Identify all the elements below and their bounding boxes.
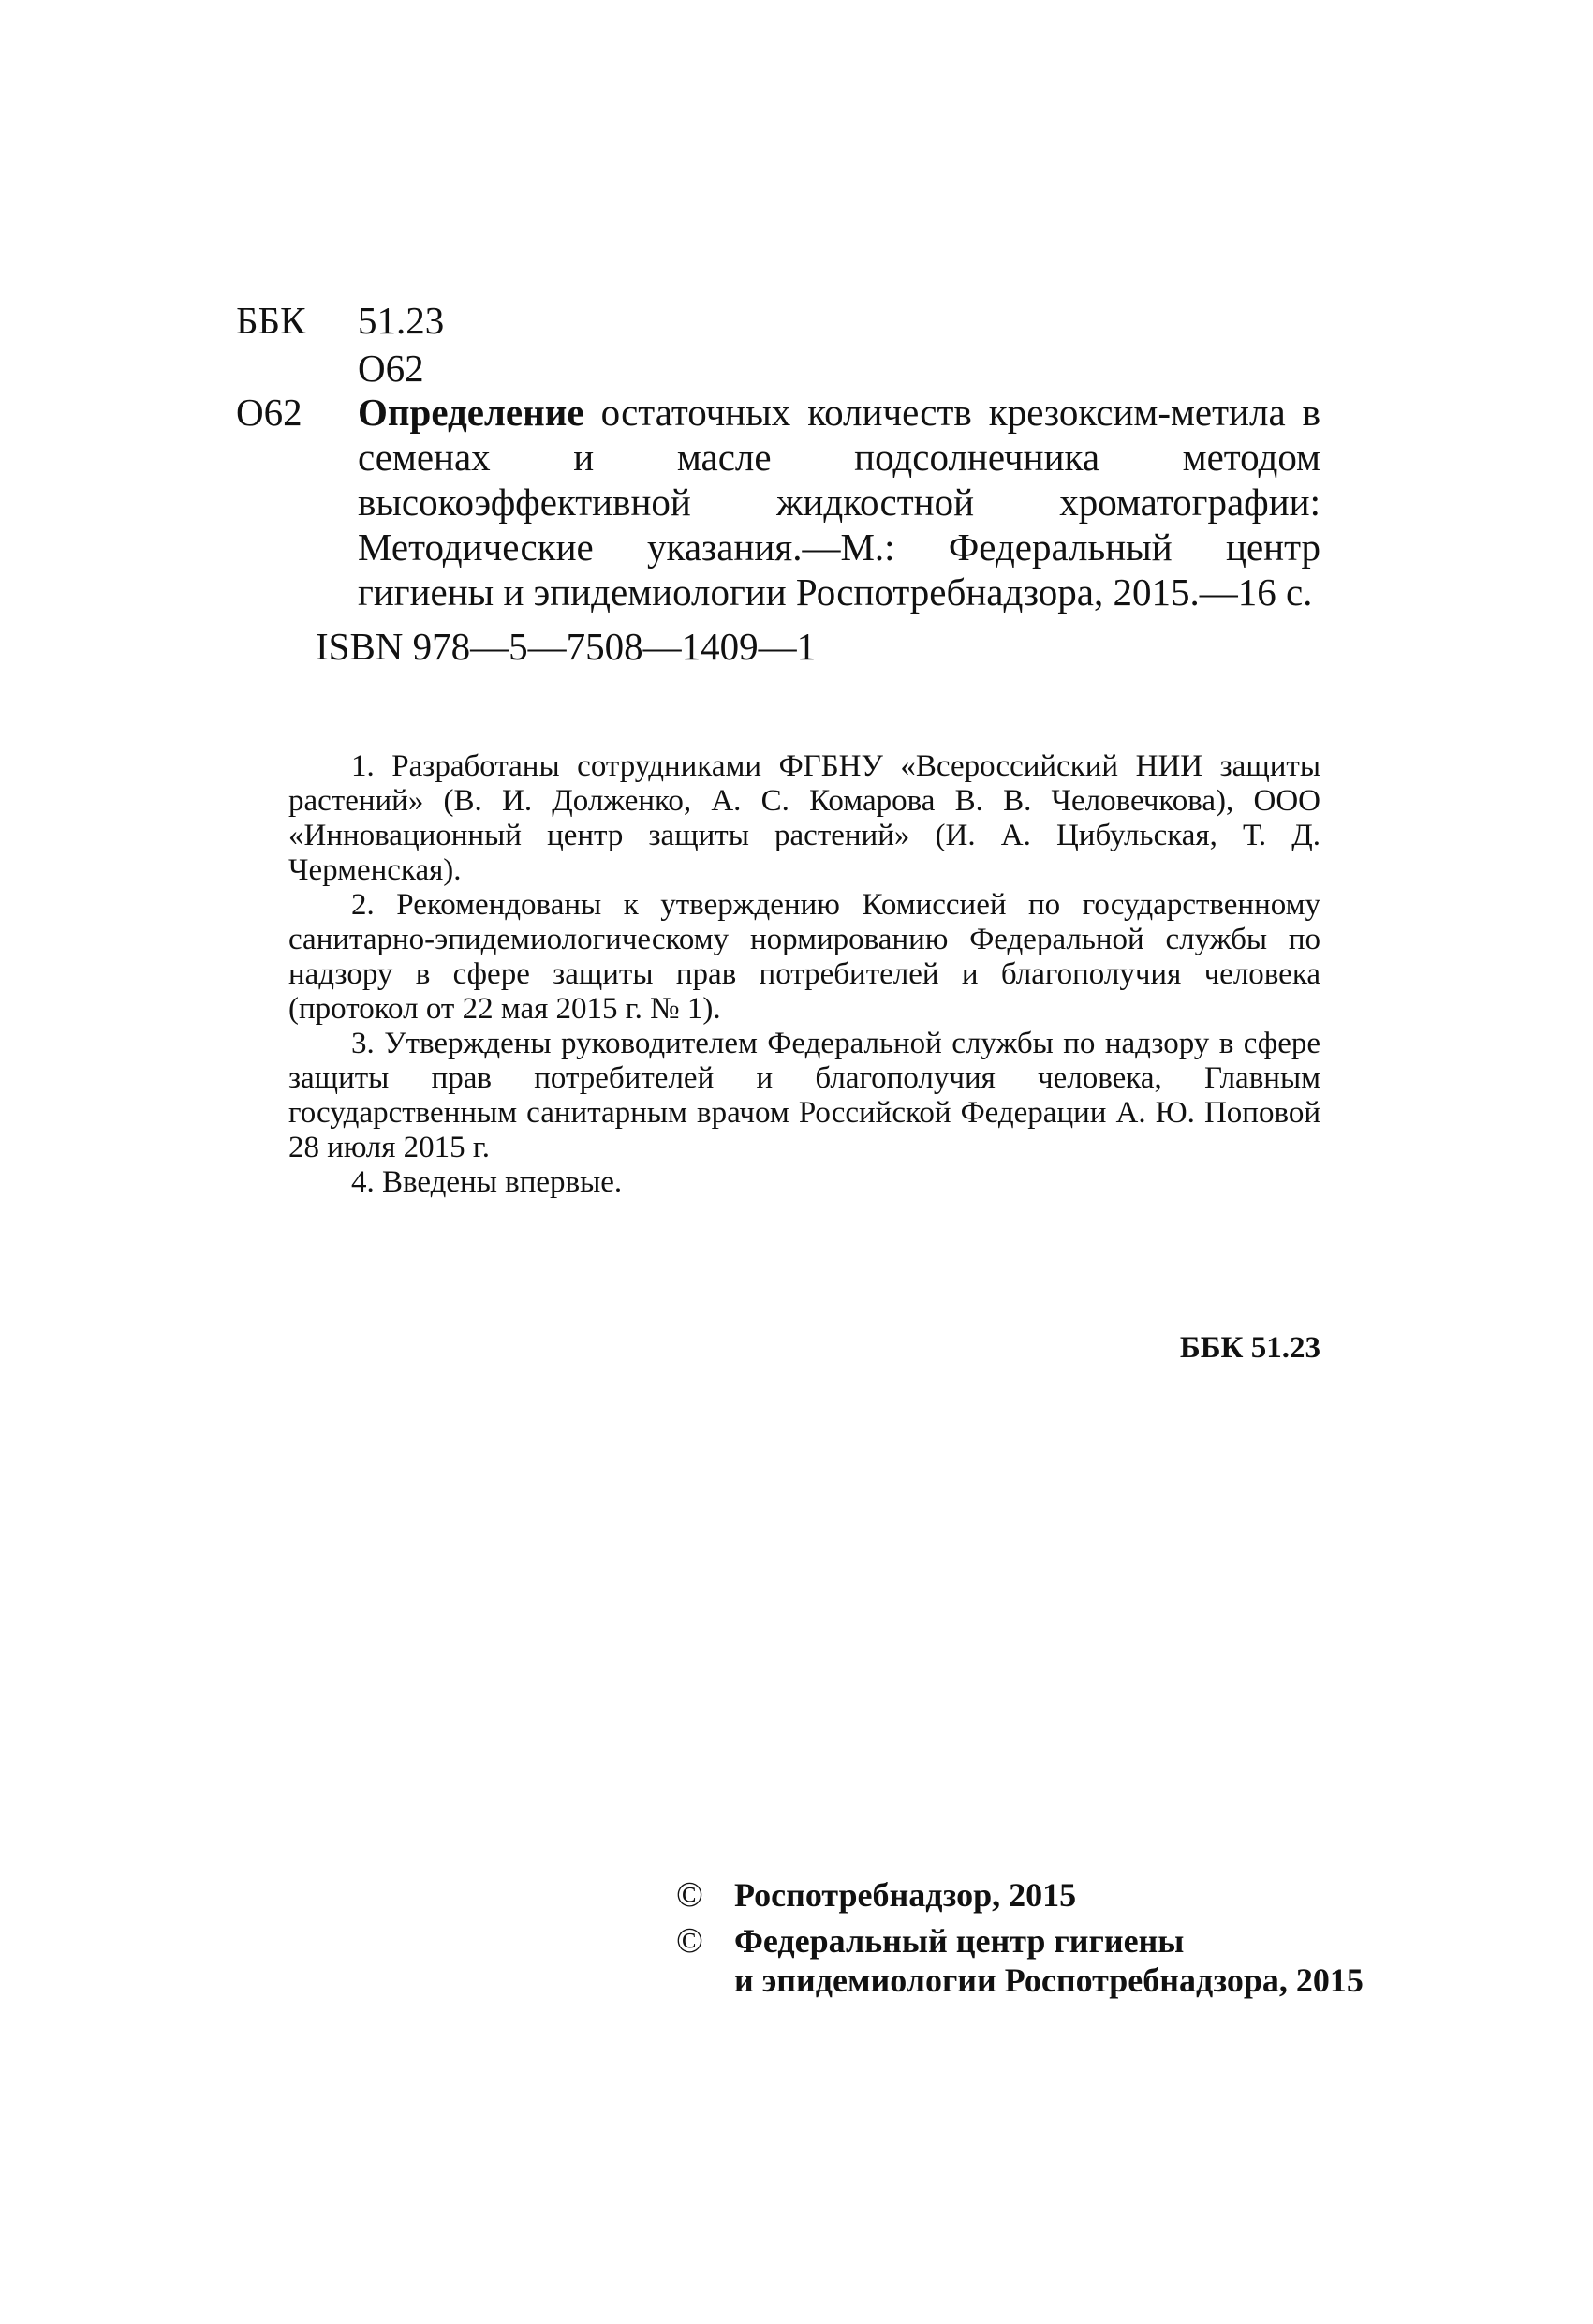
author-sign: О62 [358, 347, 424, 390]
bbk-code: 51.23 [358, 299, 445, 342]
copyright-row [676, 1875, 1388, 1915]
copyright-holder-1: Роспотребнадзор, 2015 [734, 1876, 1077, 1914]
copyright-icon: © [676, 1921, 703, 1961]
copyright-holder-2-cont: и эпидемиологии Роспотребнадзора, 2015 [734, 1961, 1364, 1999]
copyright-block [676, 1875, 1388, 2006]
bbk-label: ББК [236, 299, 306, 342]
note-item: 4. Введены впервые. [351, 1165, 623, 1199]
description-title: Определение [358, 391, 584, 434]
entry-author-sign: О62 [236, 391, 302, 434]
notes-list [288, 749, 1320, 1200]
bibliographic-description [358, 390, 1320, 614]
copyright-holder-2: Федеральный центр гигиены [734, 1922, 1185, 1960]
copyright-icon: © [676, 1875, 703, 1915]
note-item: 2. Рекомендованы к утверждению Комиссией по государственному санитарно-эпидемиологическому нормированию Федеральной службы по надзору в сфере защиты прав потребителей и благополучия человека (протокол от 22 мая 2015 г. № 1). [288, 888, 1320, 1026]
bbk-index [236, 298, 517, 343]
isbn: ISBN 978—5—7508—1409—1 [316, 625, 817, 668]
note-item: 3. Утверждены руководителем Федеральной службы по надзору в сфере защиты прав потребителей и благополучия человека, Главным государственным санитарным врачом Российской Федерации А. Ю. Поповой 28 июля 2015 г. [288, 1027, 1320, 1164]
bbk-bottom: ББК 51.23 [1179, 1331, 1320, 1365]
description-text: остаточных количеств крезоксим-метила в семенах и масле подсолнечника методом высокоэффективной жидкостной хроматографии: Методические указания.—М.: Федеральный центр гигиены и эпидемиологии Роспотребнадзора, 2015.—16 с. [358, 391, 1320, 614]
copyright-row [676, 1921, 1388, 2000]
note-item: 1. Разработаны сотрудниками ФГБНУ «Всероссийский НИИ защиты растений» (В. И. Долженко, А. С. Комарова В. В. Человечкова), ООО «Инновационный центр защиты растений» (И. А. Цибульская, Т. Д. Черменская). [288, 749, 1320, 887]
